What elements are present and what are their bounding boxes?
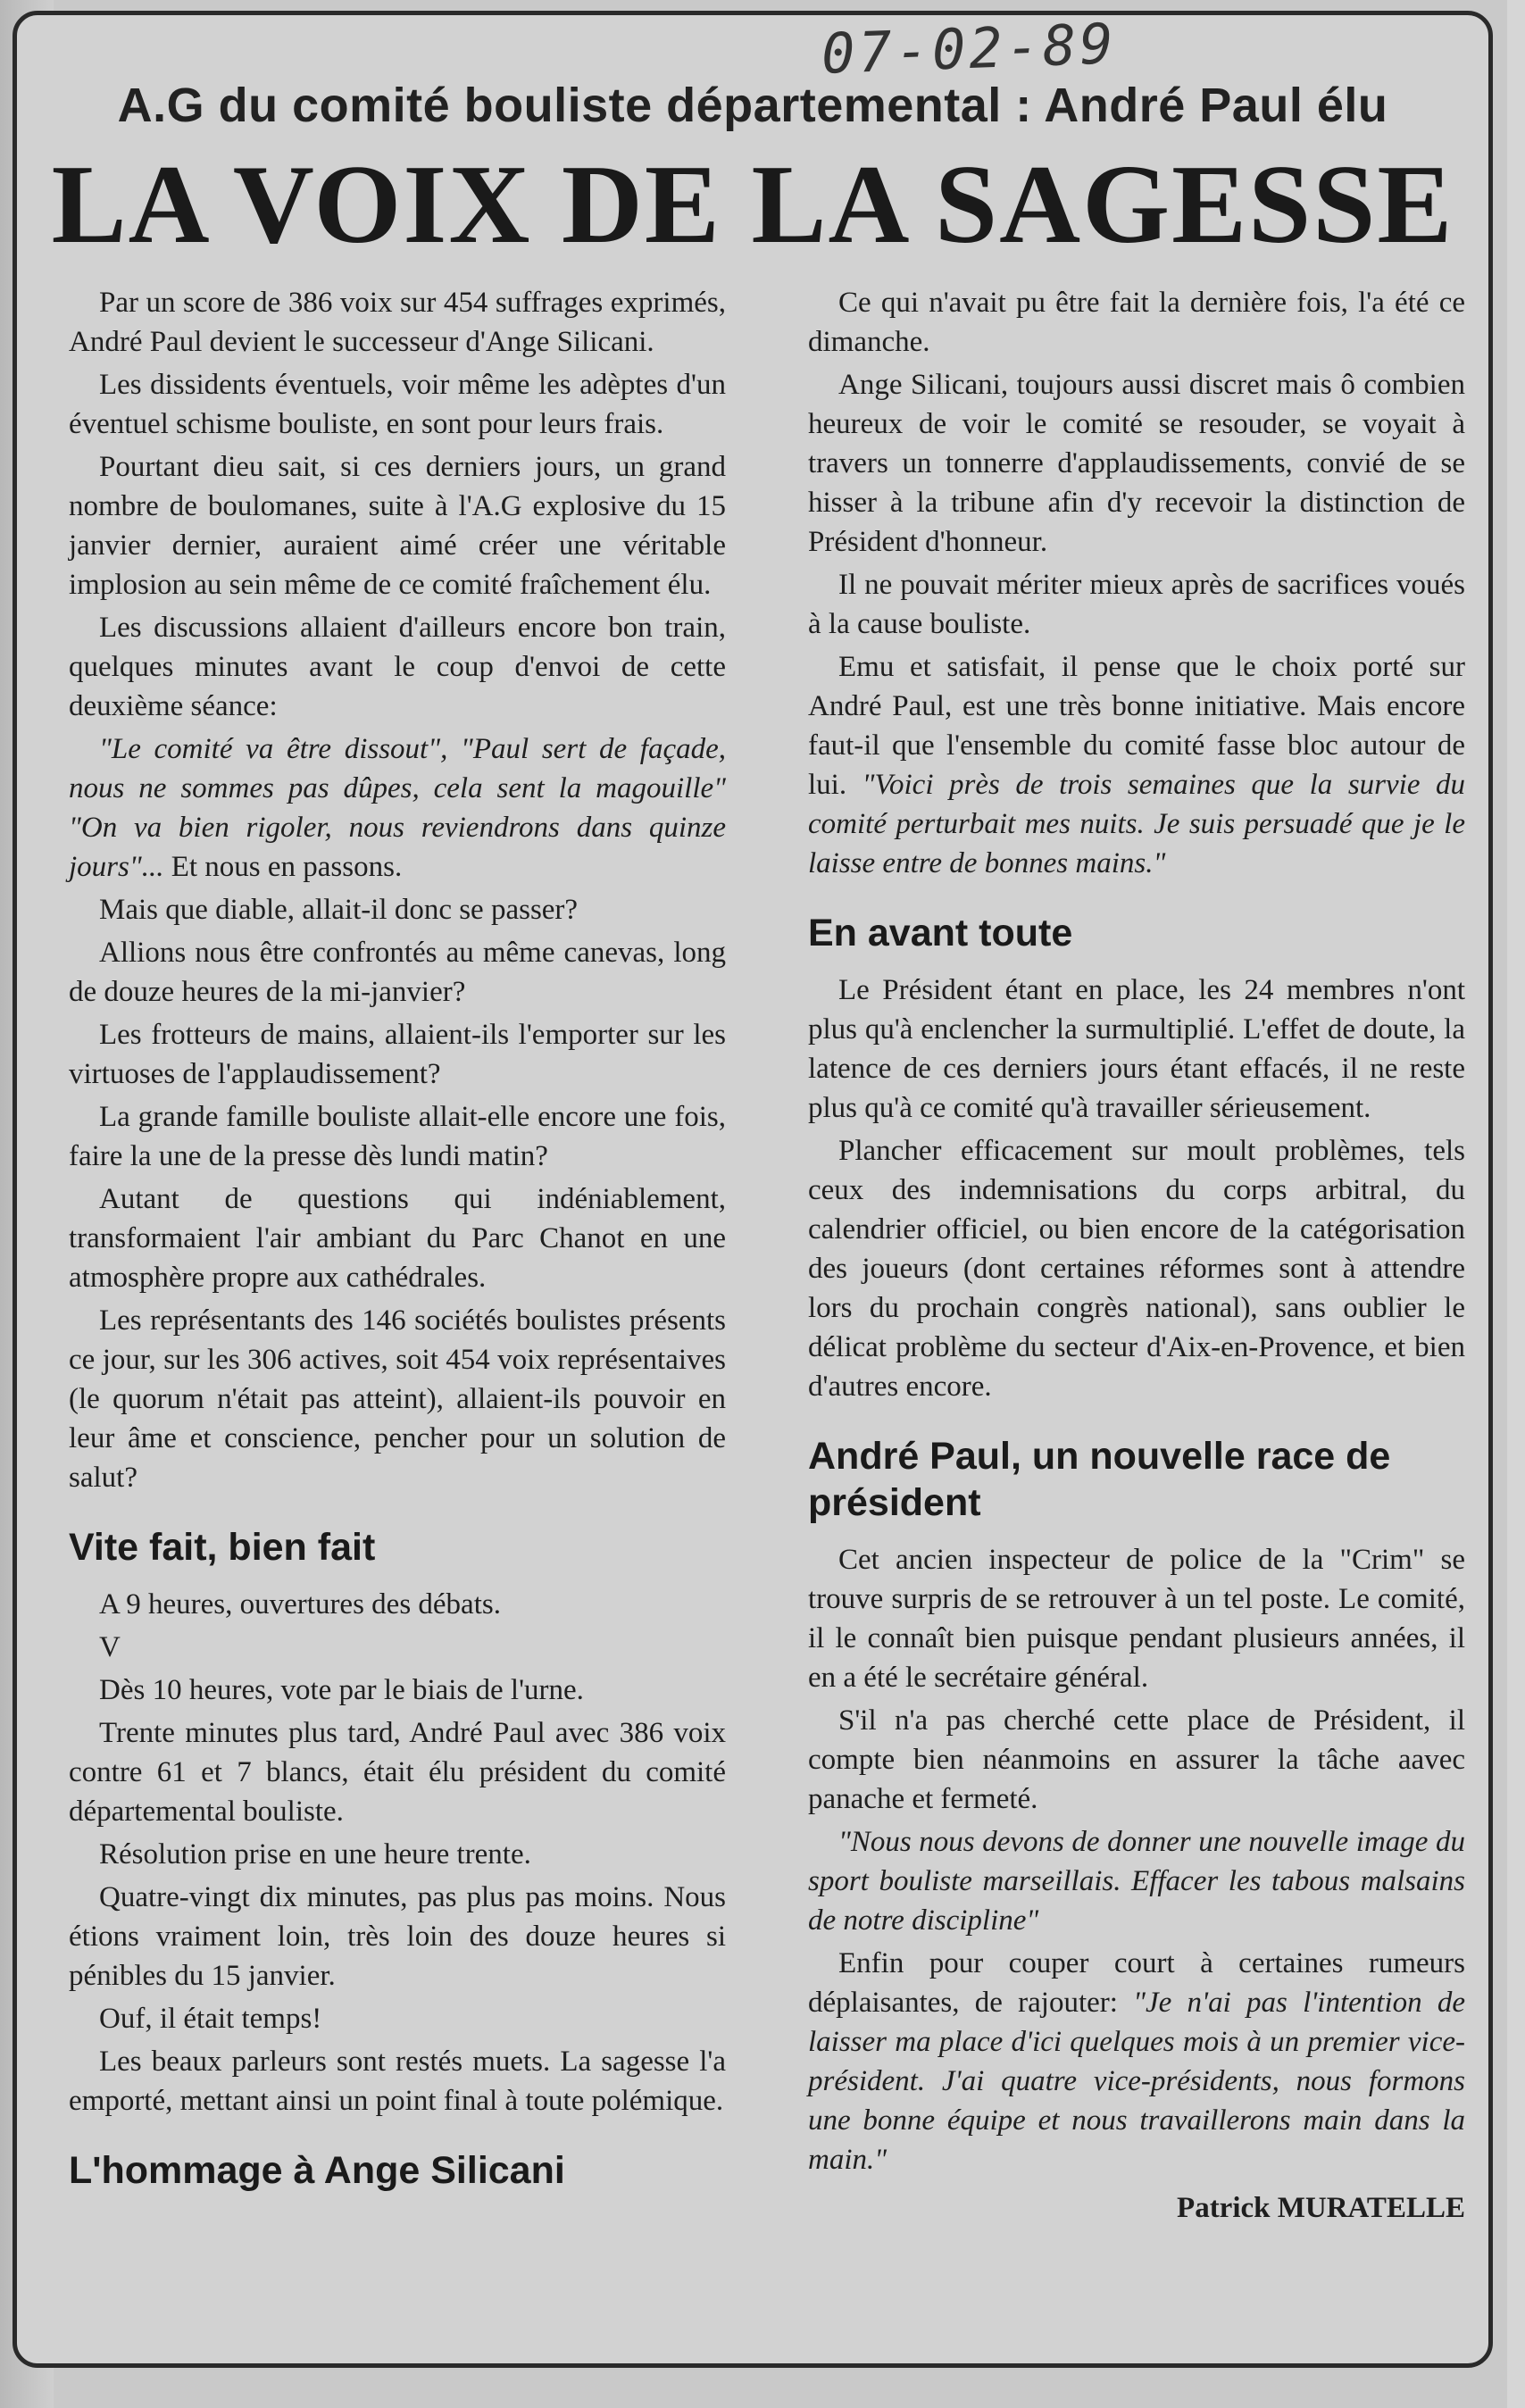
paragraph: A 9 heures, ouvertures des débats. [99,1588,501,1621]
paragraph-text: Enfin pour couper court à certaines rumeurs déplaisantes, de rajouter: [808,1947,1465,2019]
author-byline: Patrick MURATELLE [1177,2192,1465,2224]
adjacent-page-edge-right [1507,0,1525,2408]
paragraph: Les discussions allaient d'ailleurs encore bon train, quelques minutes avant le coup d'envoi de cette deuxième séance: [69,612,726,722]
paragraph: Ce qui n'avait pu être fait la dernière fois, l'a été ce dimanche. [808,287,1465,358]
paragraph: Les frotteurs de mains, allaient-ils l'emporter sur les virtuoses de l'applaudissement? [69,1019,726,1090]
paragraph: Il ne pouvait mériter mieux après de sacrifices voués à la cause bouliste. [808,569,1465,640]
article-kicker: A.G du comité bouliste départemental : André Paul élu [117,79,1388,132]
quote-paragraph [69,729,726,887]
quote-tail: Et nous en passons. [163,851,403,883]
article-headline: LA VOIX DE LA SAGESSE [51,143,1454,267]
section-heading: L'hommage à Ange Silicani [69,2149,565,2192]
paragraph: Par un score de 386 voix sur 454 suffrages exprimés, André Paul devient le successeur d'Ange Silicani. [69,287,726,358]
paragraph: Trente minutes plus tard, André Paul avec 386 voix contre 61 et 7 blancs, était élu président du comité départemental bouliste. [69,1717,726,1828]
paragraph: Ouf, il était temps! [99,2003,322,2035]
right-column [808,283,1465,2228]
left-column [69,283,726,2208]
paragraph: Cet ancien inspecteur de police de la "Crim" se trouve surpris de se retrouver à un tel poste. Le comité, il le connaît bien puisque pendant plusieurs années, il en a été le secrétaire général. [808,1544,1465,1694]
paragraph: Le Président étant en place, les 24 membres n'ont plus qu'à enclencher la surmultiplié. L'effet de doute, la latence de ces derniers jours étant effacés, il ne reste plus qu'à ce comité qu'à travailler sérieusement. [808,974,1465,1124]
handwritten-date: 07-02-89 [820,11,1118,87]
quote-paragraph: "Nous nous devons de donner une nouvelle image du sport bouliste marseillais. Effacer les tabous malsains de notre discipline" [808,1826,1465,1937]
paragraph-text: Emu et satisfait, il pense que le choix porté sur André Paul, est une très bonne initiative. Mais encore faut-il que l'ensemble du comité fasse bloc autour de lui. [808,651,1465,801]
section-heading: En avant toute [808,912,1073,954]
paragraph: Les représentants des 146 sociétés boulistes présents ce jour, sur les 306 actives, soit 454 voix représentaives (le quorum n'était pas atteint), allaient-ils pouvoir en leur âme et conscience, pencher pour un solution de salut? [69,1304,726,1494]
paragraph-with-quote [808,647,1465,883]
paragraph: Allions nous être confrontés au même canevas, long de douze heures de la mi-janvier? [69,937,726,1008]
paragraph: Dès 10 heures, vote par le biais de l'urne. [99,1674,584,1706]
paragraph: Les dissidents éventuels, voir même les adèptes d'un éventuel schisme bouliste, en sont pour leurs frais. [69,369,726,440]
paragraph: Quatre-vingt dix minutes, pas plus pas moins. Nous étions vraiment loin, très loin des douze heures si pénibles du 15 janvier. [69,1881,726,1992]
paragraph: La grande famille bouliste allait-elle encore une fois, faire la une de la presse dès lundi matin? [69,1101,726,1172]
paragraph: Ange Silicani, toujours aussi discret mais ô combien heureux de voir le comité se resouder, se voyait à travers un tonnerre d'applaudissements, convié de se hisser à la tribune afin d'y recevoir la distinction de Président d'honneur. [808,369,1465,558]
paragraph: S'il n'a pas cherché cette place de Président, il compte bien néanmoins en assurer la tâche aavec panache et fermeté. [808,1704,1465,1815]
paragraph: Plancher efficacement sur moult problèmes, tels ceux des indemnisations du corps arbitral, du calendrier officiel, ou bien encore de la catégorisation des joueurs (dont certaines réformes sont à attendre lors du prochain congrès national), sans oublier le délicat problème du secteur d'Aix-en-Provence, et bien d'autres encore. [808,1135,1465,1403]
section-heading: Vite fait, bien fait [69,1526,376,1569]
paragraph-with-quote [808,1944,1465,2179]
quote-text: "Je n'ai pas l'intention de laisser ma place d'ici quelques mois à un premier vice-président. J'ai quatre vice-présidents, nous formons une bonne équipe et nous travaillerons main dans la main." [808,1987,1465,2176]
section-heading: André Paul, un nouvelle race de président [808,1435,1391,1524]
paragraph: Autant de questions qui indéniablement, transformaient l'air ambiant du Parc Chanot en une atmosphère propre aux cathédrales. [69,1183,726,1294]
paragraph: Résolution prise en une heure trente. [99,1838,531,1871]
paragraph: Les beaux parleurs sont restés muets. La sagesse l'a emporté, mettant ainsi un point final à toute polémique. [69,2046,726,2117]
paragraph: V [99,1631,121,1663]
paragraph: Mais que diable, allait-il donc se passer? [99,894,579,926]
quote-text: "Le comité va être dissout", "Paul sert de façade, nous ne sommes pas dûpes, cela sent la magouille" "On va bien rigoler, nous reviendrons dans quinze jours"... [69,733,726,883]
quote-text: "Voici près de trois semaines que la survie du comité perturbait mes nuits. Je suis persuadé que je le laisse entre de bonnes mains." [808,769,1466,879]
paragraph: Pourtant dieu sait, si ces derniers jours, un grand nombre de boulomanes, suite à l'A.G explosive du 15 janvier dernier, auraient aimé créer une véritable implosion au sein même de ce comité fraîchement élu. [69,451,726,601]
article-clipping [12,11,1493,2368]
